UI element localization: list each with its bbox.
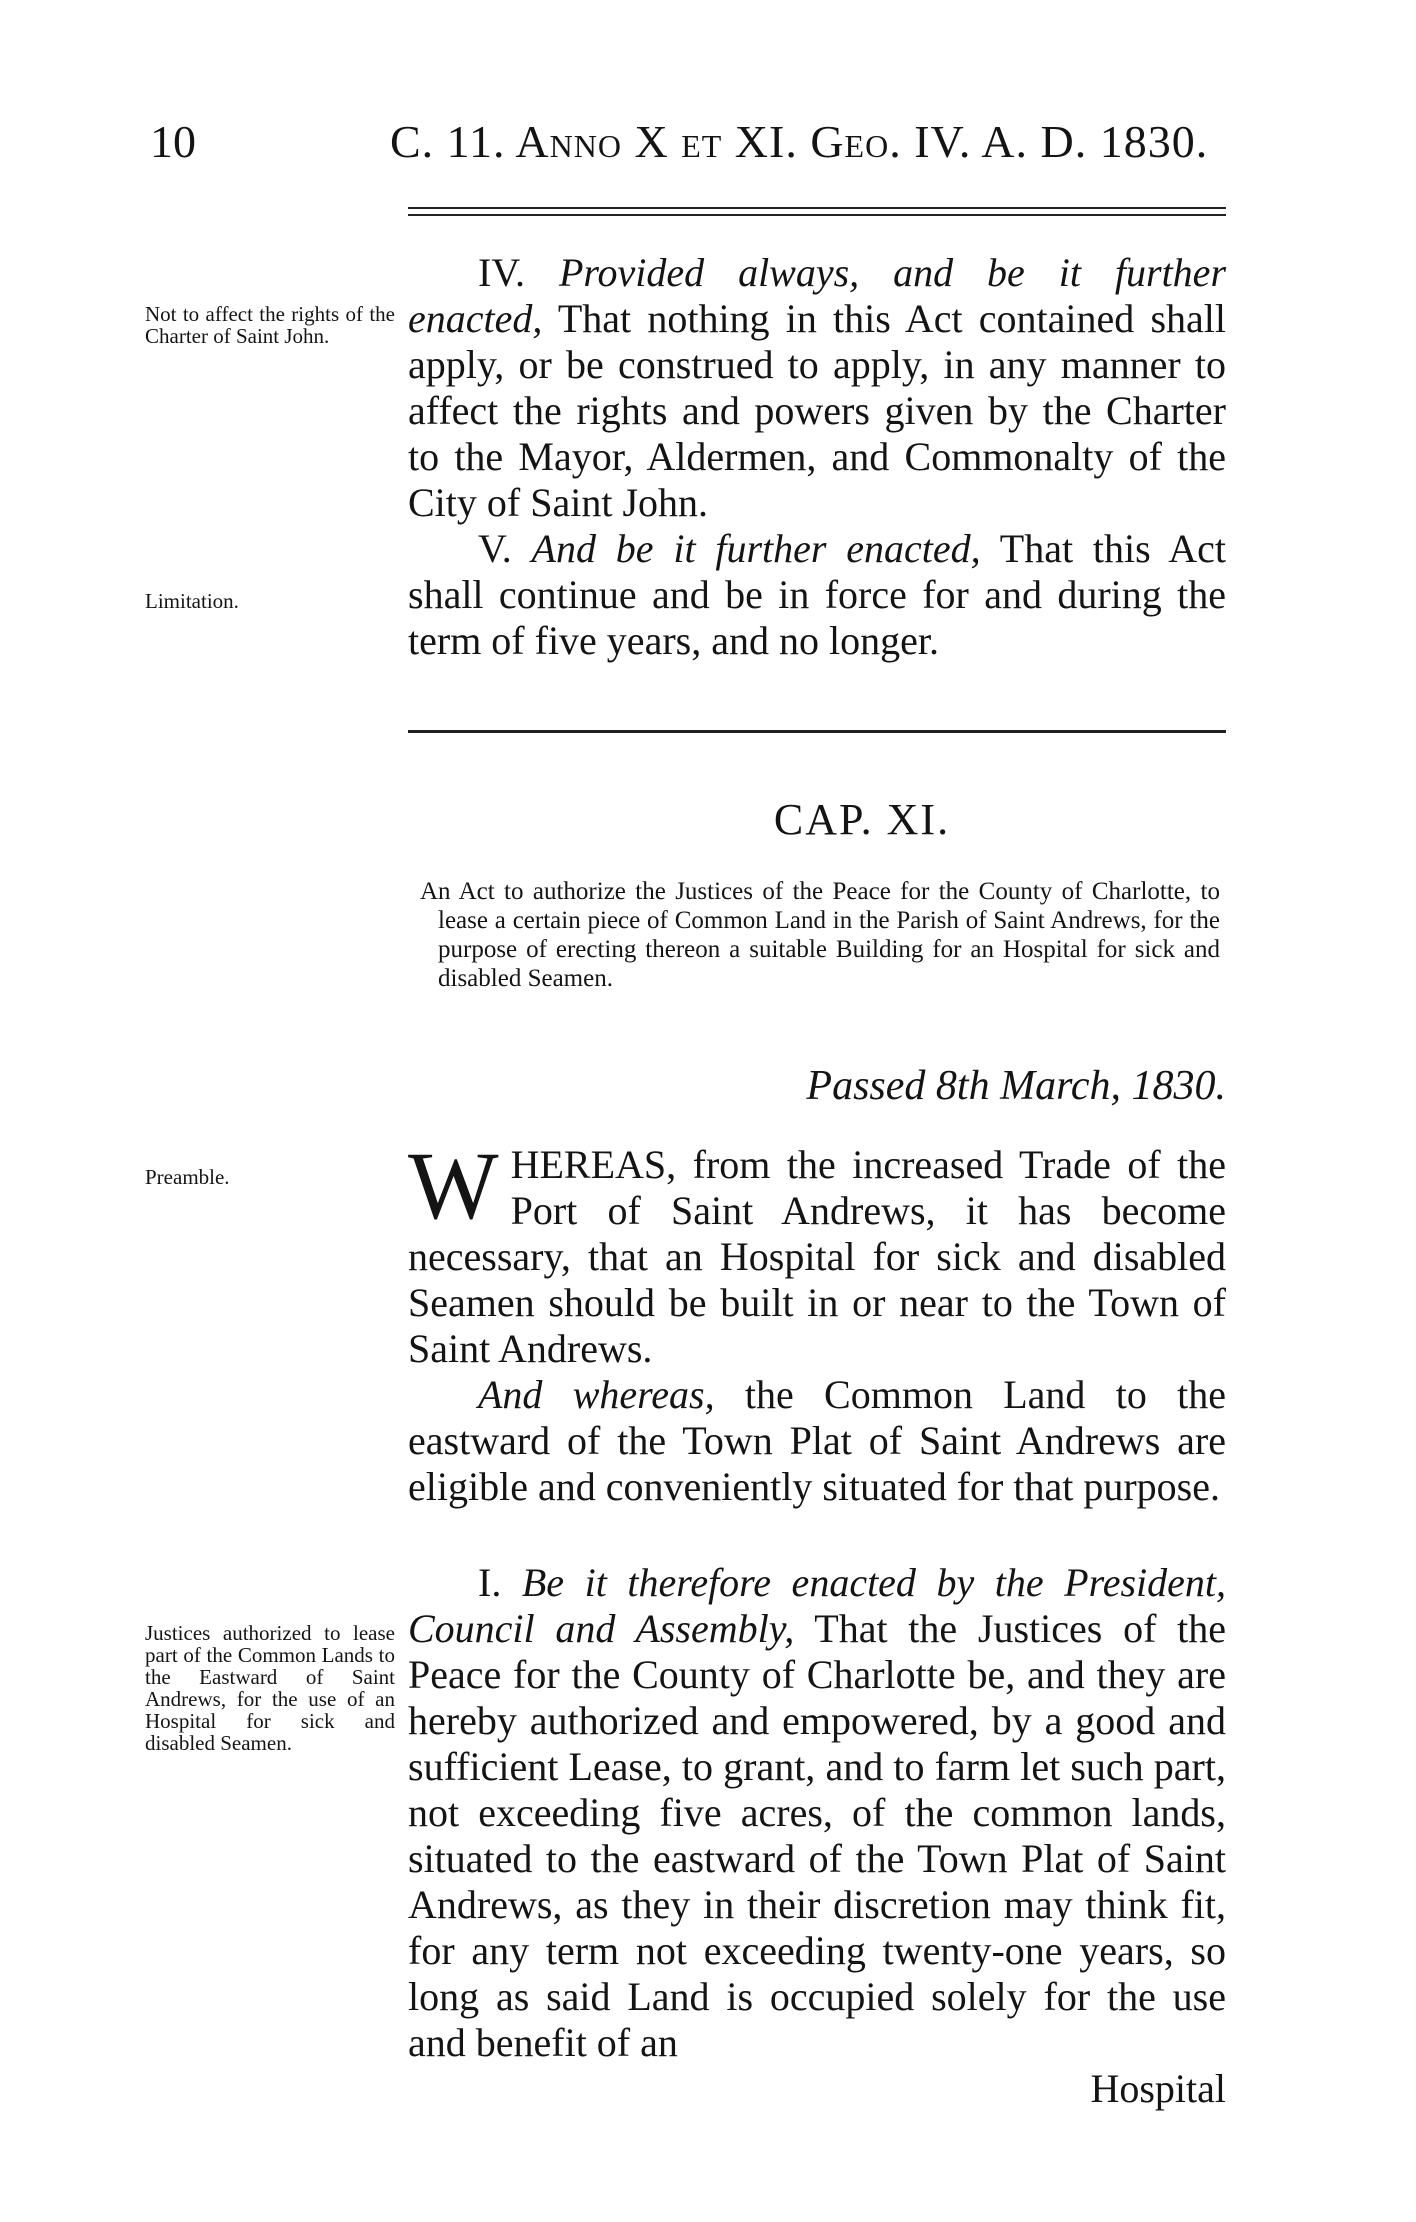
margin-note-preamble: Preamble. (145, 1165, 230, 1189)
margin-note-limitation: Limitation. (145, 589, 239, 613)
section-i (408, 1560, 1226, 2112)
whereas-text: the Common Land to the eastward of the Town Plat of Saint Andrews are eligible and conveniently situated for that purpose. (408, 1372, 1226, 1509)
margin-note-justices: Justices authorized to lease part of the Common Lands to the Eastward of Saint Andrews, for the use of an Hospital for sick and disabled Seamen. (145, 1621, 395, 1755)
section-i-numeral: I. (478, 1560, 502, 1605)
page-number: 10 (150, 116, 196, 167)
section-iv-text: That nothing in this Act contained shall apply, or be construed to apply, in any manner to affect the rights and powers given by the Charter to the Mayor, Aldermen, and Commonalty of the City of Saint John. (408, 296, 1226, 525)
section-i-text: That the Justices of the Peace for the County of Charlotte be, and they are hereby authorized and empowered, by a good and sufficient Lease, to grant, and to farm let such part, not exceeding five acres, of the common lands, situated to the eastward of the Town Plat of Saint Andrews, as they in their discretion may think fit, for any term not exceeding twenty-one years, so long as said Land is occupied solely for the use and benefit of an (408, 1606, 1226, 2065)
passed-date: Passed 8th March, 1830. (806, 1063, 1226, 1109)
section-v-text: That this Act shall continue and be in force for and during the term of five years, and no longer. (408, 526, 1227, 663)
section-v-lead: And be it further enacted, (531, 526, 981, 571)
section-rule (408, 730, 1226, 733)
section-iv-lead: Provided always, and be it further enacted, (408, 250, 1227, 341)
margin-note-charter: Not to affect the rights of the Charter of Saint John. (145, 302, 395, 348)
section-i-lead: Be it therefore enacted by the President, Council and Assembly, (408, 1560, 1226, 1651)
section-v (408, 526, 1226, 664)
preamble-text: HEREAS, from the increased Trade of the Port of Saint Andrews, it has become necessary, that an Hospital for sick and disabled Seamen should be built in or near to the Town of Saint Andrews. (408, 1142, 1226, 1371)
preamble (408, 1132, 1226, 1510)
drop-cap: W (408, 1132, 499, 1239)
section-iv-numeral: IV. (478, 250, 526, 295)
section-iv (408, 250, 1226, 526)
header-double-rule (408, 207, 1226, 216)
whereas-lead: And whereas, (478, 1372, 715, 1417)
chapter-title-text: CAP. XI. (773, 795, 951, 844)
act-description (420, 877, 1220, 993)
chapter-title (408, 792, 1226, 848)
running-head: C. 11. Anno X et XI. Geo. IV. A. D. 1830. (390, 116, 1209, 167)
page-header (150, 112, 1260, 172)
section-v-numeral: V. (478, 526, 512, 571)
catchword: Hospital (1090, 2066, 1226, 2111)
act-description-text: An Act to authorize the Justices of the Peace for the County of Charlotte, to lease a certain piece of Common Land in the Parish of Saint Andrews, for the purpose of erecting thereon a suitable Building for an Hospital for sick and disabled Seamen. (420, 878, 1220, 992)
